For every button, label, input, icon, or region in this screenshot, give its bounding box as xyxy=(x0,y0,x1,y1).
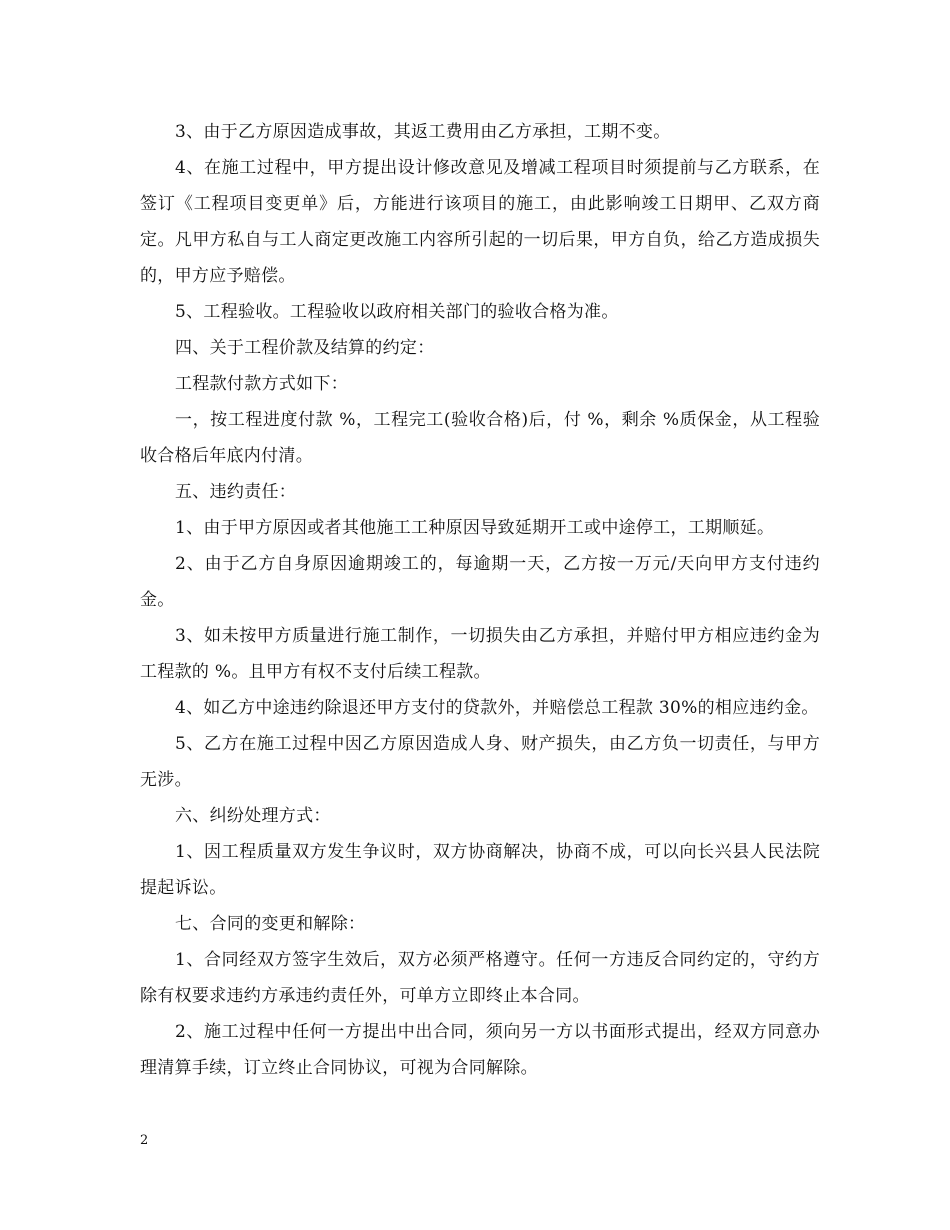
paragraph-clause-5-acceptance: 5、工程验收。工程验收以政府相关部门的验收合格为准。 xyxy=(175,302,619,322)
document-body xyxy=(140,114,820,1086)
paragraph-breach-4: 4、如乙方中途违约除退还甲方支付的贷款外，并赔偿总工程款 30%的相应违约金。 xyxy=(175,698,819,718)
paragraph-modification-1: 1、合同经双方签字生效后，双方必须严格遵守。任何一方违反合同约定的，守约方除有权要求违约方承违约责任外，可单方立即终止本合同。 xyxy=(140,950,820,1006)
section-heading-modification: 七、合同的变更和解除： xyxy=(175,914,366,934)
paragraph-breach-5: 5、乙方在施工过程中因乙方原因造成人身、财产损失，由乙方负一切责任，与甲方无涉。 xyxy=(140,734,820,790)
paragraph-modification-2: 2、施工过程中任何一方提出中出合同，须向另一方以书面形式提出，经双方同意办理清算手续，订立终止合同协议，可视为合同解除。 xyxy=(140,1022,820,1078)
paragraph-clause-4-design-changes: 4、在施工过程中，甲方提出设计修改意见及增减工程项目时须提前与乙方联系，在签订《工程项目变更单》后，方能进行该项目的施工，由此影响竣工日期甲、乙双方商定。凡甲方私自与工人商定更改施工内容所引起的一切后果，甲方自负，给乙方造成损失的，甲方应予赔偿。 xyxy=(140,158,820,286)
paragraph-breach-2: 2、由于乙方自身原因逾期竣工的，每逾期一天，乙方按一万元/天向甲方支付违约金。 xyxy=(140,554,820,610)
page-number: 2 xyxy=(140,1133,149,1148)
section-heading-payment: 四、关于工程价款及结算的约定： xyxy=(175,338,435,358)
paragraph-payment-terms: 一，按工程进度付款 %，工程完工(验收合格)后，付 %，剩余 %质保金，从工程验收合格后年底内付清。 xyxy=(140,410,820,466)
paragraph-clause-3-rework: 3、由于乙方原因造成事故，其返工费用由乙方承担，工期不变。 xyxy=(175,122,671,142)
section-heading-disputes: 六、纠纷处理方式： xyxy=(175,806,331,826)
paragraph-dispute-1: 1、因工程质量双方发生争议时，双方协商解决，协商不成，可以向长兴县人民法院提起诉讼。 xyxy=(140,842,820,898)
paragraph-breach-1: 1、由于甲方原因或者其他施工工种原因导致延期开工或中途停工，工期顺延。 xyxy=(175,518,775,538)
paragraph-payment-method-intro: 工程款付款方式如下： xyxy=(175,374,348,394)
section-heading-breach: 五、违约责任： xyxy=(175,482,297,502)
paragraph-breach-3: 3、如未按甲方质量进行施工制作，一切损失由乙方承担，并赔付甲方相应违约金为工程款的 %。且甲方有权不支付后续工程款。 xyxy=(140,626,820,682)
